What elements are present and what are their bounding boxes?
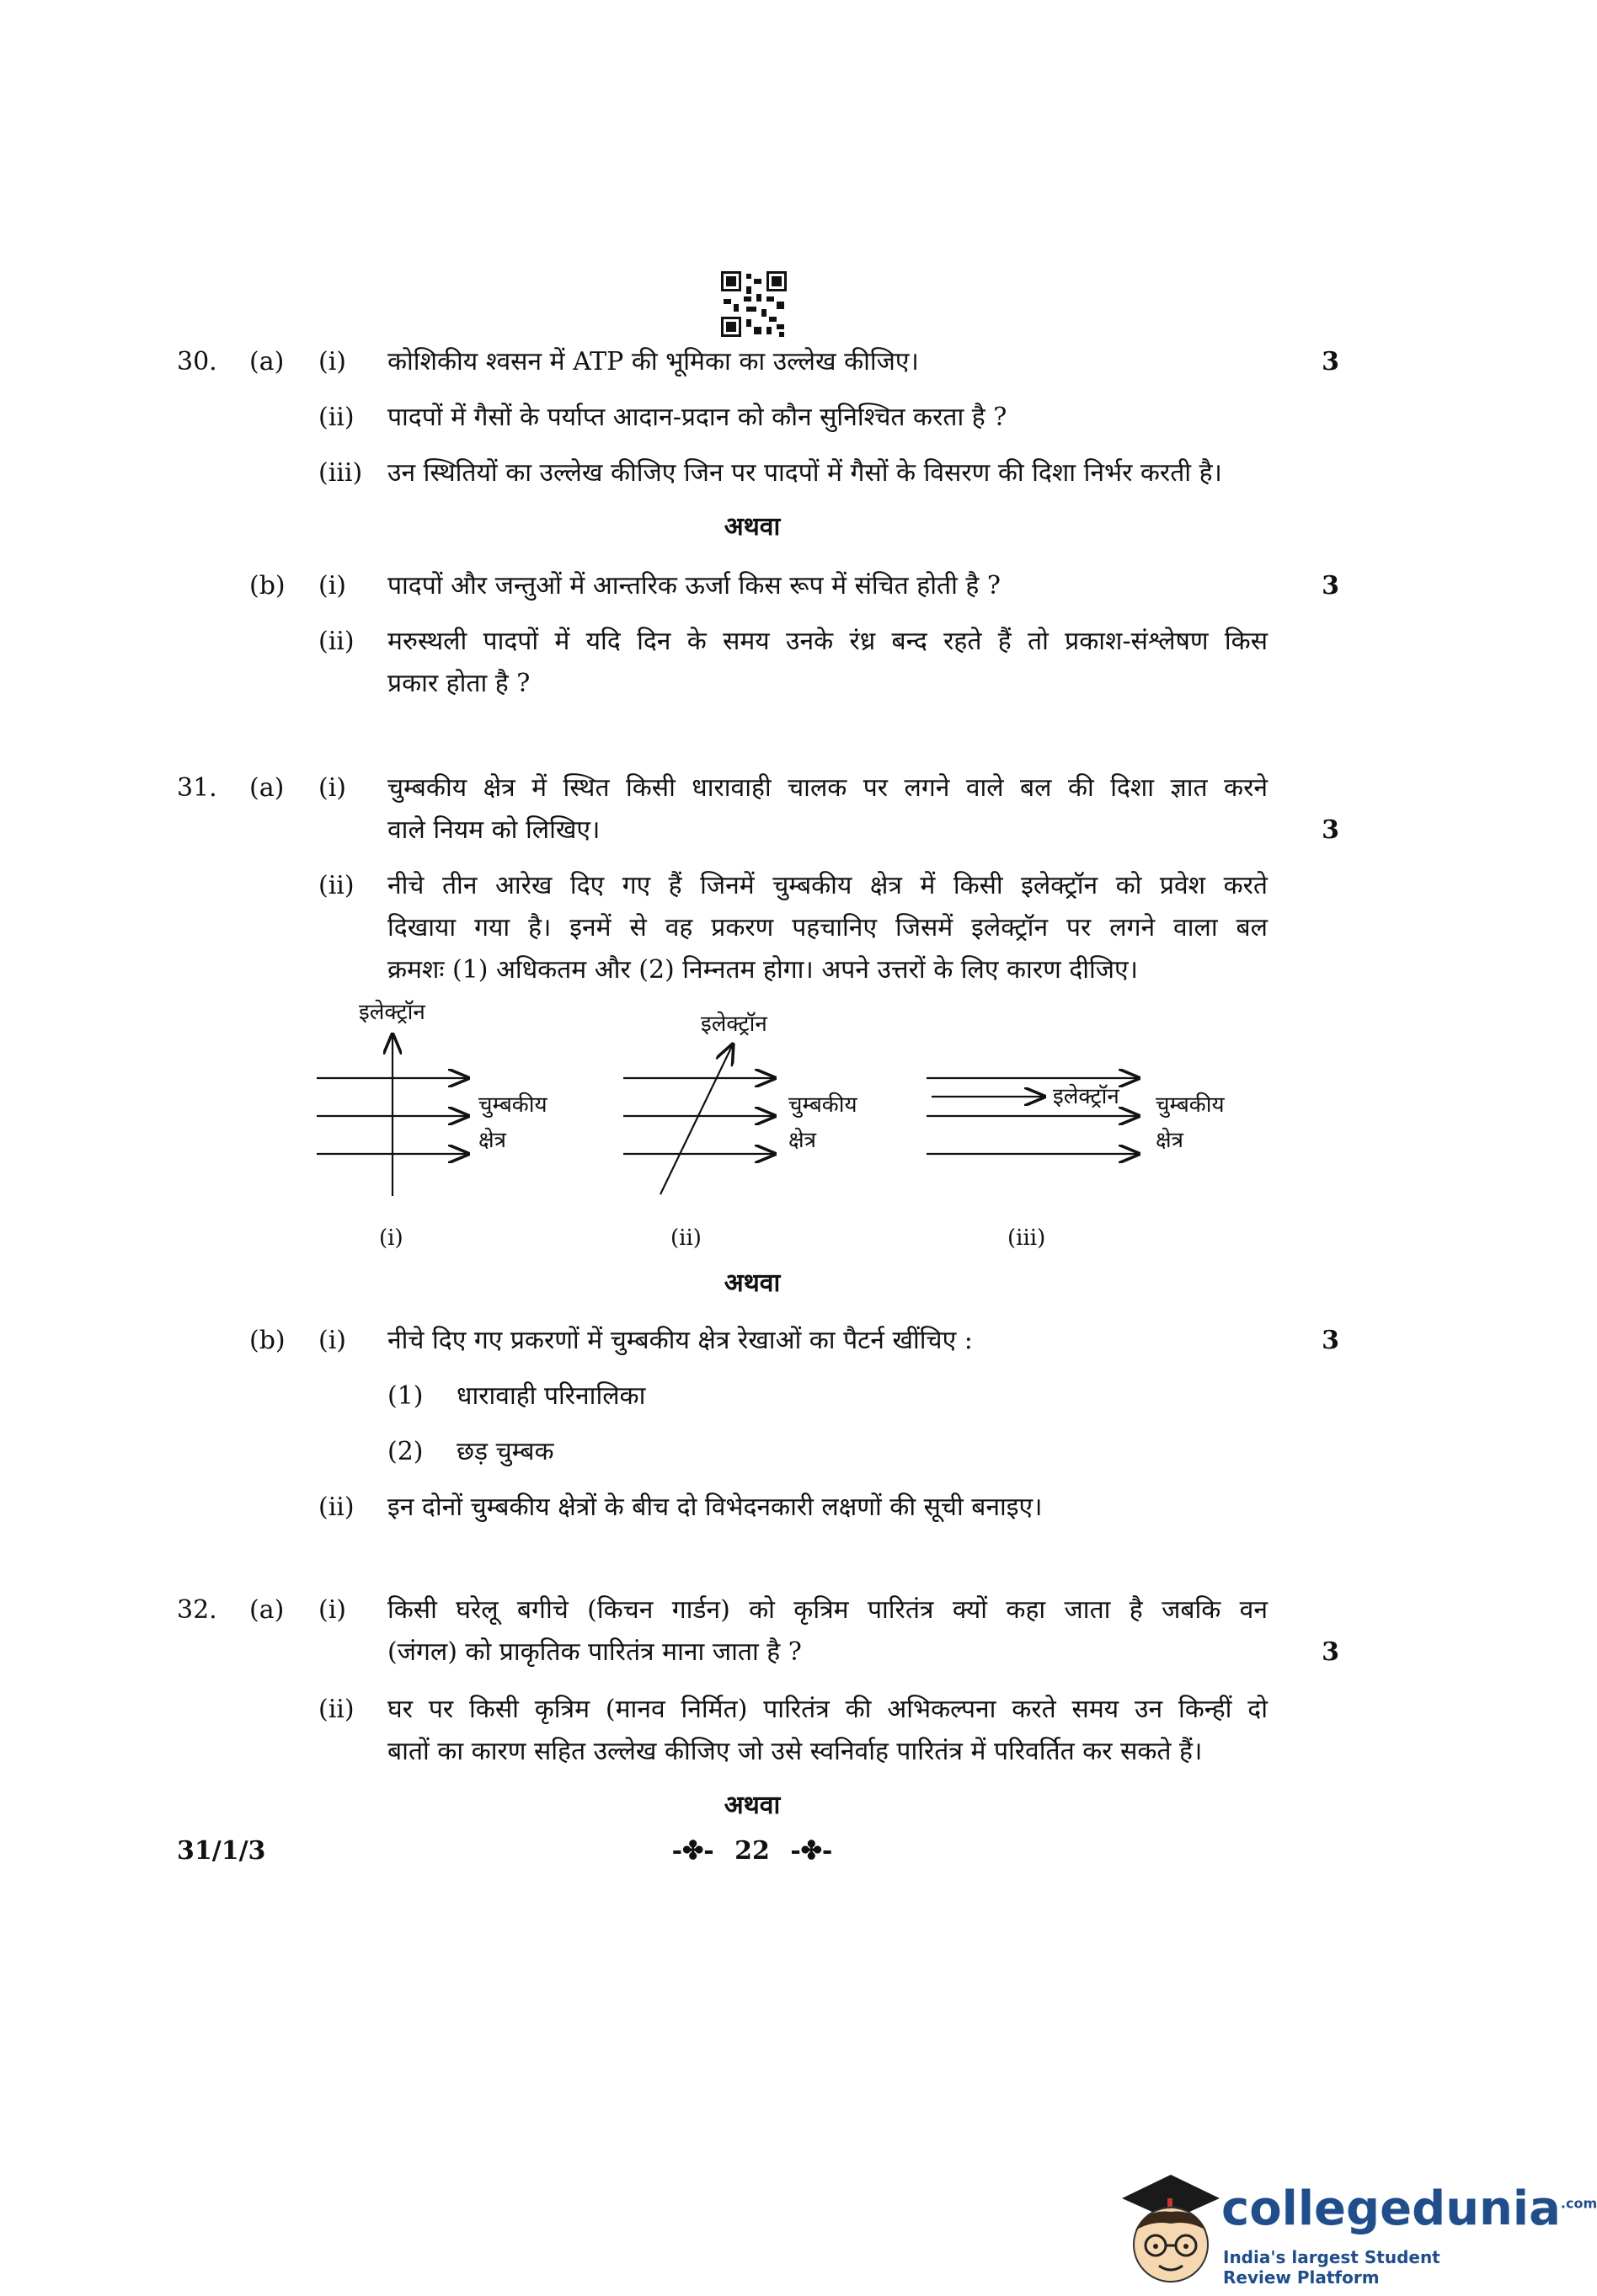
q31-b-ii-label: (ii) <box>318 1492 355 1522</box>
field-label: चुम्बकीय <box>788 1092 857 1118</box>
q30-b-marks: 3 <box>1322 571 1339 601</box>
q30-part-a: (a) <box>249 347 285 376</box>
diagram-iii-label: (iii) <box>1007 1225 1046 1251</box>
diagram-ii-label: (ii) <box>670 1225 702 1251</box>
q31-a-ii-label: (ii) <box>318 871 355 900</box>
field-label: चुम्बकीय <box>1156 1092 1225 1118</box>
q32-a-ii-label: (ii) <box>318 1695 355 1724</box>
q31-b-1-text: धारावाही परिनालिका <box>457 1381 646 1411</box>
q30-a-marks: 3 <box>1322 347 1339 376</box>
q31-b-1-label: (1) <box>387 1381 424 1411</box>
field-label-2: क्षेत्र <box>478 1128 506 1153</box>
q32-part-a: (a) <box>249 1595 285 1625</box>
q30-b-ii-label: (ii) <box>318 627 355 656</box>
q31-b-2-label: (2) <box>387 1437 424 1466</box>
logo-name-text: collegedunia <box>1221 2181 1561 2236</box>
q32-a-ii-text-1: घर पर किसी कृत्रिम (मानव निर्मित) पारितंत्र की अभिकल्पना करते समय उन किन्हीं दो <box>387 1695 1268 1724</box>
diagram-ii <box>623 1011 858 1251</box>
q30-number: 30. <box>177 347 217 376</box>
q32-a-i-text-2: (जंगल) को प्राकृतिक पारितंत्र माना जाता है ? <box>387 1637 802 1667</box>
q30-a-ii-text: पादपों में गैसों के पर्याप्त आदान-प्रदान को कौन सुनिश्चित करता है ? <box>387 403 1007 432</box>
q32-number: 32. <box>177 1595 217 1625</box>
q30-or: अथवा <box>724 512 781 542</box>
paper-code: 31/1/3 <box>177 1836 266 1866</box>
logo-name-suffix: .com <box>1560 2195 1597 2212</box>
q30-b-i-text: पादपों और जन्तुओं में आन्तरिक ऊर्जा किस रूप में संचित होती है ? <box>387 571 1001 601</box>
q31-or: अथवा <box>724 1268 781 1298</box>
q31-a-ii-text-2: दिखाया गया है। इनमें से वह प्रकरण पहचानिए जिसमें इलेक्ट्रॉन पर लगने वाला बल <box>387 913 1268 942</box>
diagram-i-label: (i) <box>379 1225 403 1251</box>
q30-b-ii-text-2: प्रकार होता है ? <box>387 669 531 698</box>
q30-b-i-label: (i) <box>318 571 347 601</box>
q30-a-i-label: (i) <box>318 347 347 376</box>
q31-a-ii-text-3: क्रमशः (1) अधिकतम और (2) निम्नतम होगा। अपने उत्तरों के लिए कारण दीजिए। <box>387 955 1139 985</box>
page-number: 22 <box>734 1836 770 1866</box>
q30-a-iii-text: उन स्थितियों का उल्लेख कीजिए जिन पर पादपों में गैसों के विसरण की दिशा निर्भर करती है। <box>387 458 1222 488</box>
field-label-2: क्षेत्र <box>788 1128 816 1153</box>
diagram-i <box>317 999 548 1251</box>
field-label-2: क्षेत्र <box>1156 1128 1183 1153</box>
q31-number: 31. <box>177 773 217 803</box>
logo-tagline: India's largest Student Review Platform <box>1223 2247 1440 2288</box>
qr-code <box>721 271 787 337</box>
q31-b-2-text: छड़ चुम्बक <box>457 1437 554 1466</box>
q31-a-i-text: चुम्बकीय क्षेत्र में स्थित किसी धारावाही चालक पर लगने वाले बल की दिशा ज्ञात करने <box>387 773 1268 803</box>
electron-label: इलेक्ट्रॉन <box>359 1000 425 1025</box>
field-label: चुम्बकीय <box>478 1092 547 1118</box>
electron-field-diagrams <box>303 994 1280 1255</box>
q32-a-i-text: किसी घरेलू बगीचे (किचन गार्डन) को कृत्रिम पारितंत्र क्यों कहा जाता है जबकि वन <box>387 1595 1268 1625</box>
q31-part-a: (a) <box>249 773 285 803</box>
q31-b-i-label: (i) <box>318 1326 347 1355</box>
collegedunia-logo <box>1112 2156 1597 2291</box>
mascot-icon <box>1112 2165 1221 2291</box>
q30-part-b: (b) <box>249 571 286 601</box>
page-number-line <box>0 1836 1504 1866</box>
page-deco-left: -✤- <box>671 1836 714 1866</box>
electron-label: इलेक्ट्रॉन <box>701 1012 767 1037</box>
q32-or: अथवा <box>724 1791 781 1820</box>
diagram-iii <box>927 1078 1226 1251</box>
q31-b-i-text: नीचे दिए गए प्रकरणों में चुम्बकीय क्षेत्र रेखाओं का पैटर्न खींचिए : <box>387 1326 973 1355</box>
q32-a-i-label: (i) <box>318 1595 347 1625</box>
electron-path <box>660 1044 733 1194</box>
q30-b-ii-text: मरुस्थली पादपों में यदि दिन के समय उनके रंध्र बन्द रहते हैं तो प्रकाश-संश्लेषण किस <box>387 627 1268 656</box>
logo-wordmark <box>1221 2181 1597 2236</box>
q30-a-iii-label: (iii) <box>318 458 363 488</box>
q31-a-ii-text-1: नीचे तीन आरेख दिए गए हैं जिनमें चुम्बकीय क्षेत्र में किसी इलेक्ट्रॉन को प्रवेश करते <box>387 871 1268 900</box>
q30-a-i-text: कोशिकीय श्वसन में ATP की भूमिका का उल्लेख कीजिए। <box>387 347 919 376</box>
q31-a-i-text-2: वाले नियम को लिखिए। <box>387 815 601 845</box>
q31-part-b: (b) <box>249 1326 286 1355</box>
q31-b-ii-text: इन दोनों चुम्बकीय क्षेत्रों के बीच दो विभेदनकारी लक्षणों की सूची बनाइए। <box>387 1492 1043 1522</box>
q30-a-ii-label: (ii) <box>318 403 355 432</box>
q31-a-i-label: (i) <box>318 773 347 803</box>
q32-a-marks: 3 <box>1322 1637 1339 1667</box>
q32-a-ii-text-2: बातों का कारण सहित उल्लेख कीजिए जो उसे स्वनिर्वाह पारितंत्र में परिवर्तित कर सकते हैं। <box>387 1737 1203 1766</box>
q31-a-marks: 3 <box>1322 815 1339 845</box>
q31-b-marks: 3 <box>1322 1326 1339 1355</box>
page-deco-right: -✤- <box>790 1836 833 1866</box>
electron-label: इलेक्ट्रॉन <box>1053 1084 1119 1109</box>
